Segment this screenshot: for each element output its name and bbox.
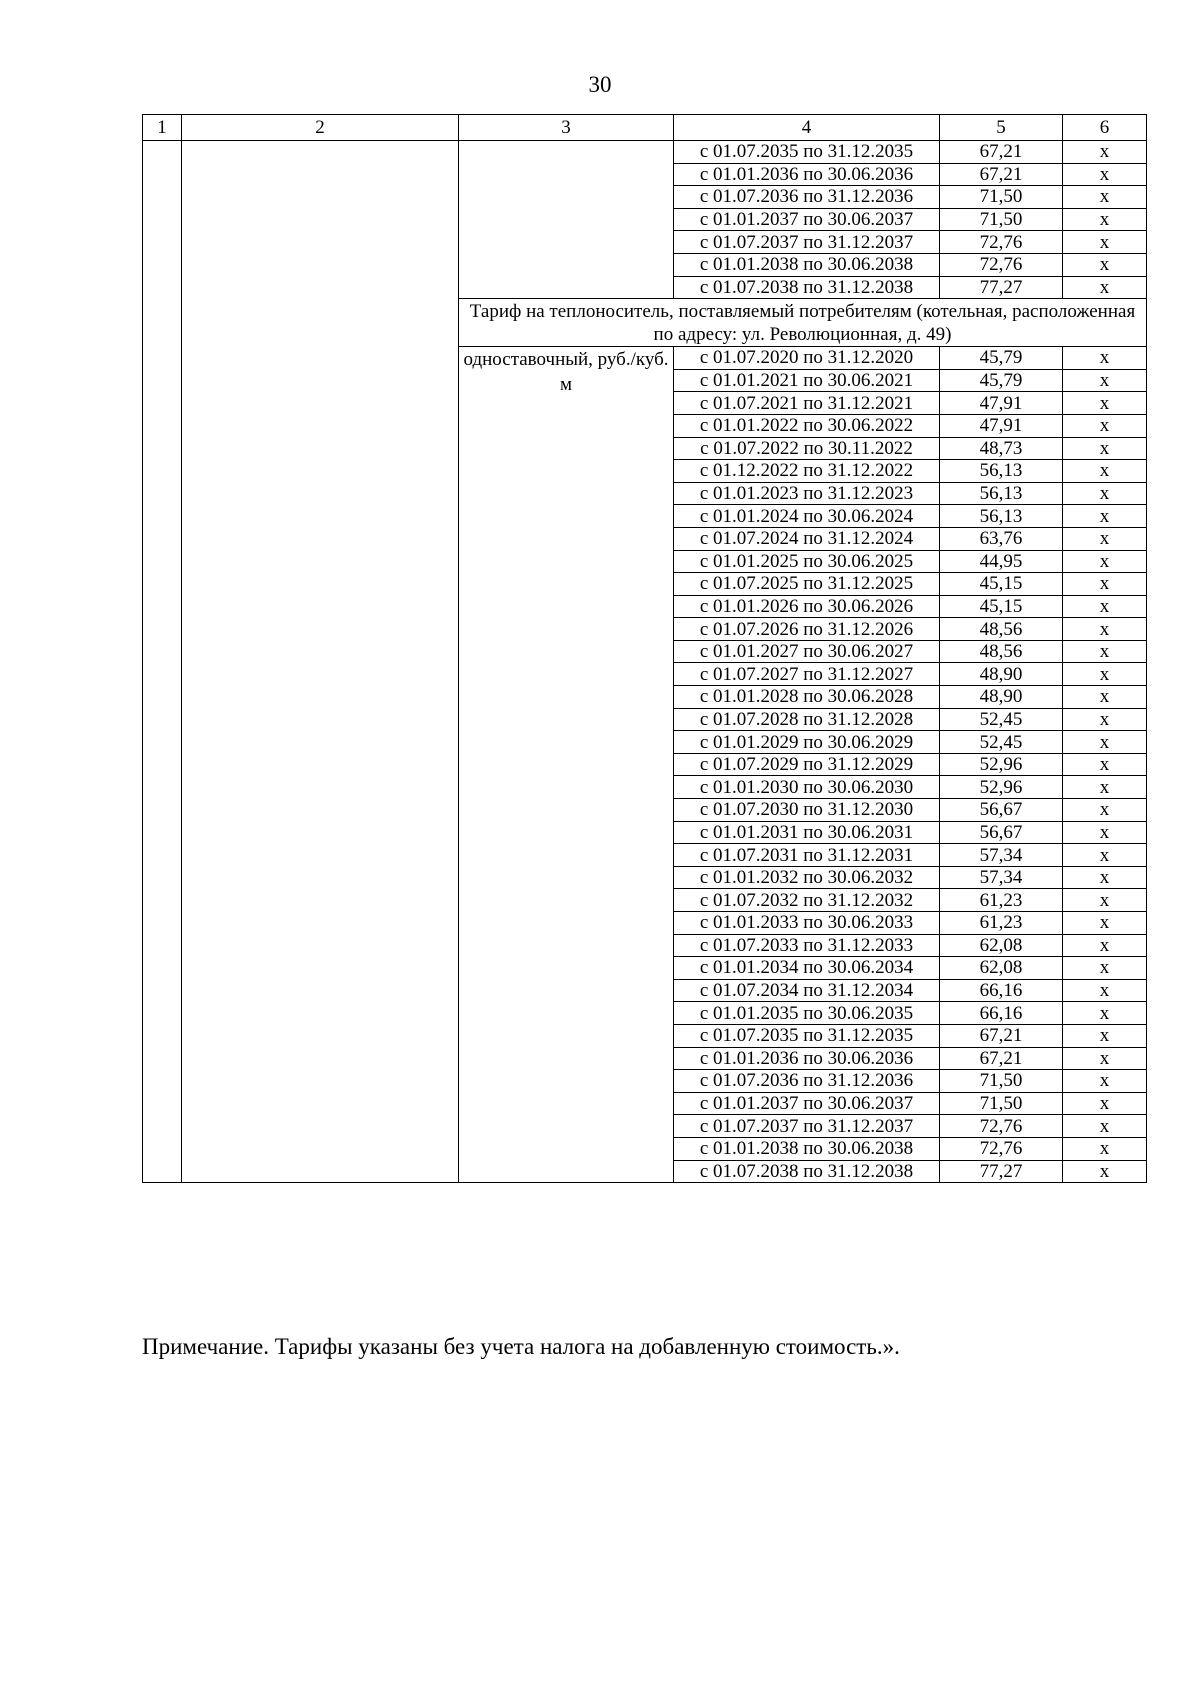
mark-cell: х xyxy=(1063,1092,1147,1115)
mark-cell: х xyxy=(1063,686,1147,709)
value-cell: 52,96 xyxy=(940,753,1063,776)
mark-cell: х xyxy=(1063,1160,1147,1183)
value-cell: 62,08 xyxy=(940,957,1063,980)
mark-cell: х xyxy=(1063,392,1147,415)
period-cell: с 01.01.2026 по 30.06.2026 xyxy=(674,595,940,618)
mark-cell: х xyxy=(1063,731,1147,754)
mark-cell: х xyxy=(1063,1070,1147,1093)
mark-cell: х xyxy=(1063,912,1147,935)
mark-cell: х xyxy=(1063,573,1147,596)
period-cell: с 01.07.2027 по 31.12.2027 xyxy=(674,663,940,686)
mark-cell: х xyxy=(1063,844,1147,867)
value-cell: 72,76 xyxy=(940,1137,1063,1160)
period-cell: с 01.01.2023 по 31.12.2023 xyxy=(674,482,940,505)
period-cell: с 01.07.2021 по 31.12.2021 xyxy=(674,392,940,415)
period-cell: с 01.07.2029 по 31.12.2029 xyxy=(674,753,940,776)
value-cell: 71,50 xyxy=(940,1092,1063,1115)
value-cell: 56,13 xyxy=(940,482,1063,505)
value-cell: 56,67 xyxy=(940,821,1063,844)
period-cell: с 01.01.2025 по 30.06.2025 xyxy=(674,550,940,573)
period-cell: с 01.01.2031 по 30.06.2031 xyxy=(674,821,940,844)
period-cell: с 01.01.2029 по 30.06.2029 xyxy=(674,731,940,754)
mark-cell: х xyxy=(1063,163,1147,186)
value-cell: 48,90 xyxy=(940,663,1063,686)
mark-cell: х xyxy=(1063,1047,1147,1070)
value-cell: 71,50 xyxy=(940,208,1063,231)
period-cell: с 01.07.2024 по 31.12.2024 xyxy=(674,527,940,550)
period-cell: с 01.01.2037 по 30.06.2037 xyxy=(674,208,940,231)
period-cell: с 01.01.2028 по 30.06.2028 xyxy=(674,686,940,709)
period-cell: с 01.01.2038 по 30.06.2038 xyxy=(674,1137,940,1160)
value-cell: 48,73 xyxy=(940,437,1063,460)
value-cell: 47,91 xyxy=(940,392,1063,415)
mark-cell: х xyxy=(1063,141,1147,164)
period-cell: с 01.07.2025 по 31.12.2025 xyxy=(674,573,940,596)
period-cell: с 01.07.2037 по 31.12.2037 xyxy=(674,231,940,254)
period-cell: с 01.07.2022 по 30.11.2022 xyxy=(674,437,940,460)
value-cell: 48,56 xyxy=(940,640,1063,663)
period-cell: с 01.07.2038 по 31.12.2038 xyxy=(674,276,940,299)
value-cell: 56,13 xyxy=(940,505,1063,528)
period-cell: с 01.01.2024 по 30.06.2024 xyxy=(674,505,940,528)
value-cell: 45,15 xyxy=(940,595,1063,618)
value-cell: 45,79 xyxy=(940,369,1063,392)
mark-cell: х xyxy=(1063,414,1147,437)
mark-cell: х xyxy=(1063,347,1147,370)
period-cell: с 01.07.2036 по 31.12.2036 xyxy=(674,186,940,209)
mark-cell: х xyxy=(1063,527,1147,550)
period-cell: с 01.01.2037 по 30.06.2037 xyxy=(674,1092,940,1115)
value-cell: 67,21 xyxy=(940,141,1063,164)
mark-cell: х xyxy=(1063,618,1147,641)
mark-cell: х xyxy=(1063,208,1147,231)
header-cell: 1 xyxy=(143,115,182,141)
tariff-table xyxy=(142,114,1147,1183)
value-cell: 45,15 xyxy=(940,573,1063,596)
period-cell: с 01.07.2035 по 31.12.2035 xyxy=(674,141,940,164)
col1-empty-cell xyxy=(143,141,182,1183)
mark-cell: х xyxy=(1063,979,1147,1002)
period-cell: с 01.01.2022 по 30.06.2022 xyxy=(674,414,940,437)
period-cell: с 01.01.2036 по 30.06.2036 xyxy=(674,1047,940,1070)
mark-cell: х xyxy=(1063,821,1147,844)
value-cell: 77,27 xyxy=(940,1160,1063,1183)
period-cell: с 01.01.2034 по 30.06.2034 xyxy=(674,957,940,980)
mark-cell: х xyxy=(1063,776,1147,799)
period-cell: с 01.01.2036 по 30.06.2036 xyxy=(674,163,940,186)
header-cell: 6 xyxy=(1063,115,1147,141)
period-cell: с 01.01.2027 по 30.06.2027 xyxy=(674,640,940,663)
mark-cell: х xyxy=(1063,663,1147,686)
period-cell: с 01.01.2033 по 30.06.2033 xyxy=(674,912,940,935)
header-cell: 5 xyxy=(940,115,1063,141)
period-cell: с 01.07.2032 по 31.12.2032 xyxy=(674,889,940,912)
value-cell: 71,50 xyxy=(940,1070,1063,1093)
mark-cell: х xyxy=(1063,799,1147,822)
period-cell: с 01.01.2021 по 30.06.2021 xyxy=(674,369,940,392)
value-cell: 52,45 xyxy=(940,708,1063,731)
value-cell: 57,34 xyxy=(940,844,1063,867)
value-cell: 47,91 xyxy=(940,414,1063,437)
value-cell: 72,76 xyxy=(940,253,1063,276)
period-cell: с 01.07.2038 по 31.12.2038 xyxy=(674,1160,940,1183)
mark-cell: х xyxy=(1063,957,1147,980)
mark-cell: х xyxy=(1063,1024,1147,1047)
period-cell: с 01.01.2030 по 30.06.2030 xyxy=(674,776,940,799)
value-cell: 48,56 xyxy=(940,618,1063,641)
period-cell: с 01.07.2020 по 31.12.2020 xyxy=(674,347,940,370)
value-cell: 44,95 xyxy=(940,550,1063,573)
value-cell: 52,45 xyxy=(940,731,1063,754)
value-cell: 66,16 xyxy=(940,1002,1063,1025)
mark-cell: х xyxy=(1063,595,1147,618)
mark-cell: х xyxy=(1063,482,1147,505)
mark-cell: х xyxy=(1063,437,1147,460)
mark-cell: х xyxy=(1063,369,1147,392)
mark-cell: х xyxy=(1063,1002,1147,1025)
period-cell: с 01.07.2030 по 31.12.2030 xyxy=(674,799,940,822)
mark-cell: х xyxy=(1063,1115,1147,1138)
period-cell: с 01.07.2035 по 31.12.2035 xyxy=(674,1024,940,1047)
mark-cell: х xyxy=(1063,708,1147,731)
value-cell: 62,08 xyxy=(940,934,1063,957)
value-cell: 66,16 xyxy=(940,979,1063,1002)
value-cell: 67,21 xyxy=(940,1047,1063,1070)
tariff-type-cell: одноставочный, руб./куб. м xyxy=(459,347,674,1183)
header-cell: 3 xyxy=(459,115,674,141)
period-cell: с 01.07.2028 по 31.12.2028 xyxy=(674,708,940,731)
period-cell: с 01.07.2026 по 31.12.2026 xyxy=(674,618,940,641)
value-cell: 63,76 xyxy=(940,527,1063,550)
mark-cell: х xyxy=(1063,1137,1147,1160)
value-cell: 72,76 xyxy=(940,231,1063,254)
note-text: Примечание. Тарифы указаны без учета налога на добавленную стоимость.». xyxy=(142,1334,900,1359)
period-cell: с 01.07.2037 по 31.12.2037 xyxy=(674,1115,940,1138)
period-cell: с 01.01.2032 по 30.06.2032 xyxy=(674,866,940,889)
mark-cell: х xyxy=(1063,753,1147,776)
value-cell: 67,21 xyxy=(940,163,1063,186)
value-cell: 52,96 xyxy=(940,776,1063,799)
section-title: Тариф на теплоноситель, поставляемый потребителям (котельная, расположенная по адресу: ул. Революционная, д. 49) xyxy=(459,299,1147,347)
period-cell: с 01.12.2022 по 31.12.2022 xyxy=(674,460,940,483)
value-cell: 61,23 xyxy=(940,889,1063,912)
header-cell: 2 xyxy=(182,115,459,141)
header-cell: 4 xyxy=(674,115,940,141)
page-number: 30 xyxy=(588,72,612,97)
tariff-table-body xyxy=(143,115,1147,1183)
table-row xyxy=(143,141,1147,164)
mark-cell: х xyxy=(1063,640,1147,663)
value-cell: 77,27 xyxy=(940,276,1063,299)
value-cell: 67,21 xyxy=(940,1024,1063,1047)
col2-empty-cell xyxy=(182,141,459,1183)
mark-cell: х xyxy=(1063,889,1147,912)
mark-cell: х xyxy=(1063,186,1147,209)
mark-cell: х xyxy=(1063,505,1147,528)
mark-cell: х xyxy=(1063,276,1147,299)
value-cell: 72,76 xyxy=(940,1115,1063,1138)
value-cell: 71,50 xyxy=(940,186,1063,209)
mark-cell: х xyxy=(1063,253,1147,276)
mark-cell: х xyxy=(1063,550,1147,573)
period-cell: с 01.01.2038 по 30.06.2038 xyxy=(674,253,940,276)
value-cell: 56,13 xyxy=(940,460,1063,483)
col3-empty-cell xyxy=(459,141,674,299)
mark-cell: х xyxy=(1063,460,1147,483)
period-cell: с 01.07.2034 по 31.12.2034 xyxy=(674,979,940,1002)
period-cell: с 01.07.2033 по 31.12.2033 xyxy=(674,934,940,957)
period-cell: с 01.01.2035 по 30.06.2035 xyxy=(674,1002,940,1025)
value-cell: 57,34 xyxy=(940,866,1063,889)
period-cell: с 01.07.2036 по 31.12.2036 xyxy=(674,1070,940,1093)
period-cell: с 01.07.2031 по 31.12.2031 xyxy=(674,844,940,867)
value-cell: 48,90 xyxy=(940,686,1063,709)
value-cell: 56,67 xyxy=(940,799,1063,822)
mark-cell: х xyxy=(1063,866,1147,889)
header-row xyxy=(143,115,1147,141)
mark-cell: х xyxy=(1063,934,1147,957)
value-cell: 61,23 xyxy=(940,912,1063,935)
mark-cell: х xyxy=(1063,231,1147,254)
value-cell: 45,79 xyxy=(940,347,1063,370)
